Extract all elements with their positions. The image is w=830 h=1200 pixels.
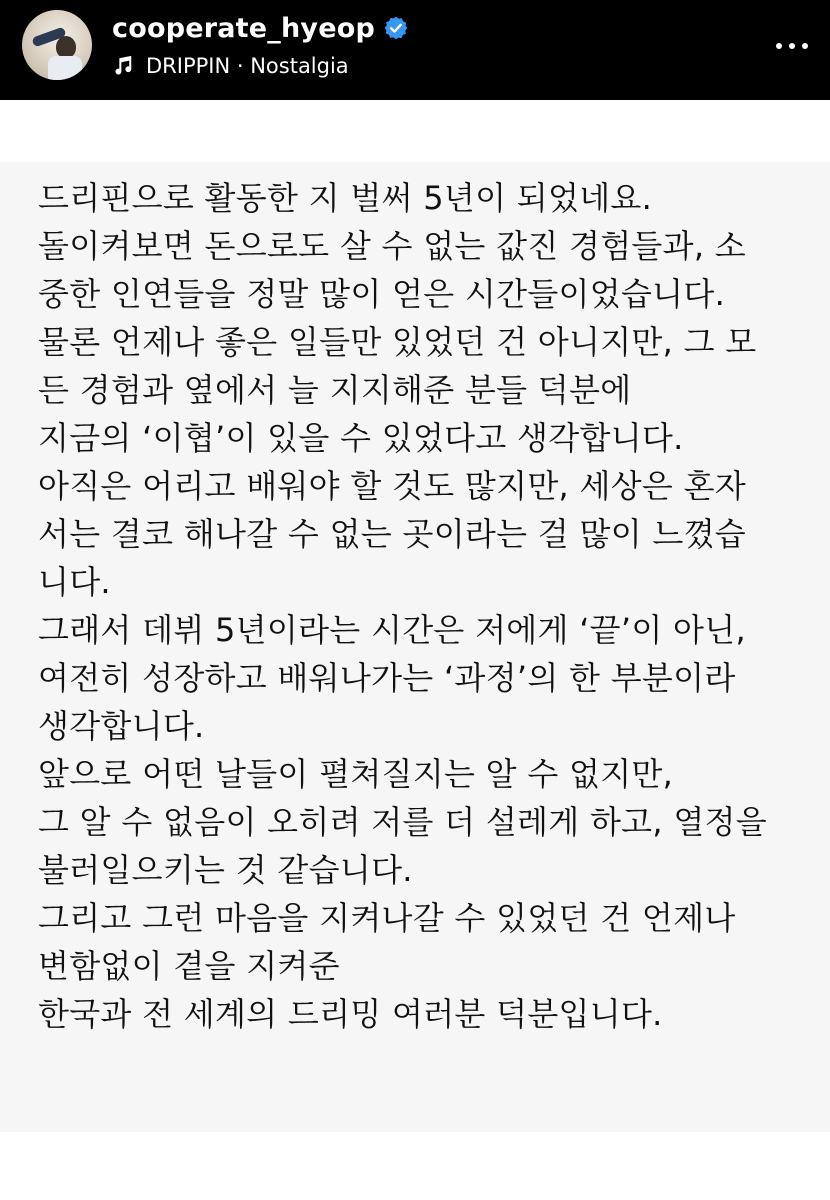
- more-dot: [802, 43, 808, 49]
- note-line: 그리고 그런 마음을 지켜나갈 수 있었던 건 언제나: [38, 899, 736, 937]
- note-line: 변함없이 곁을 지켜준: [38, 947, 340, 985]
- post-header: [0, 0, 830, 100]
- music-track-label: DRIPPIN · Nostalgia: [146, 54, 349, 78]
- note-line: 니다.: [38, 563, 111, 601]
- note-line: 중한 인연들을 정말 많이 얻은 시간들이었습니다.: [38, 275, 726, 313]
- username[interactable]: cooperate_hyeop: [112, 12, 376, 44]
- note-line: 든 경험과 옆에서 늘 지지해준 분들 덕분에: [38, 371, 632, 409]
- note-line: 생각합니다.: [38, 707, 205, 745]
- note-text: [38, 174, 818, 1038]
- note-line: 한국과 전 세계의 드리밍 여러분 덕분입니다.: [38, 995, 663, 1033]
- more-dot: [789, 43, 795, 49]
- username-row: [112, 8, 409, 48]
- music-note-icon: [112, 55, 134, 77]
- note-line: 돌이켜보면 돈으로도 살 수 없는 값진 경험들과, 소: [38, 227, 747, 265]
- music-row[interactable]: [112, 48, 349, 84]
- note-line: 그 알 수 없음이 오히려 저를 더 설레게 하고, 열정을: [38, 803, 767, 841]
- note-line: 지금의 ‘이협’이 있을 수 있었다고 생각합니다.: [38, 419, 684, 457]
- note-line: 그래서 데뷔 5년이라는 시간은 저에게 ‘끝’이 아닌,: [38, 611, 746, 649]
- note-line: 드리핀으로 활동한 지 벌써 5년이 되었네요.: [38, 179, 653, 217]
- note-line: 아직은 어리고 배워야 할 것도 많지만, 세상은 혼자: [38, 467, 747, 505]
- avatar-figure-shirt: [48, 56, 82, 80]
- avatar-figure-head: [56, 36, 76, 58]
- note-line: 불러일으키는 것 같습니다.: [38, 851, 413, 889]
- note-line: 서는 결코 해나갈 수 없는 곳이라는 걸 많이 느꼈습: [38, 515, 747, 553]
- more-dot: [776, 43, 782, 49]
- more-options-icon[interactable]: [776, 26, 808, 66]
- note-line: 앞으로 어떤 날들이 펼쳐질지는 알 수 없지만,: [38, 755, 674, 793]
- note-line: 물론 언제나 좋은 일들만 있었던 건 아니지만, 그 모: [38, 323, 757, 361]
- note-line: 여전히 성장하고 배워나가는 ‘과정’의 한 부분이라: [38, 659, 736, 697]
- verified-badge-icon: [383, 15, 409, 41]
- avatar[interactable]: [22, 10, 92, 80]
